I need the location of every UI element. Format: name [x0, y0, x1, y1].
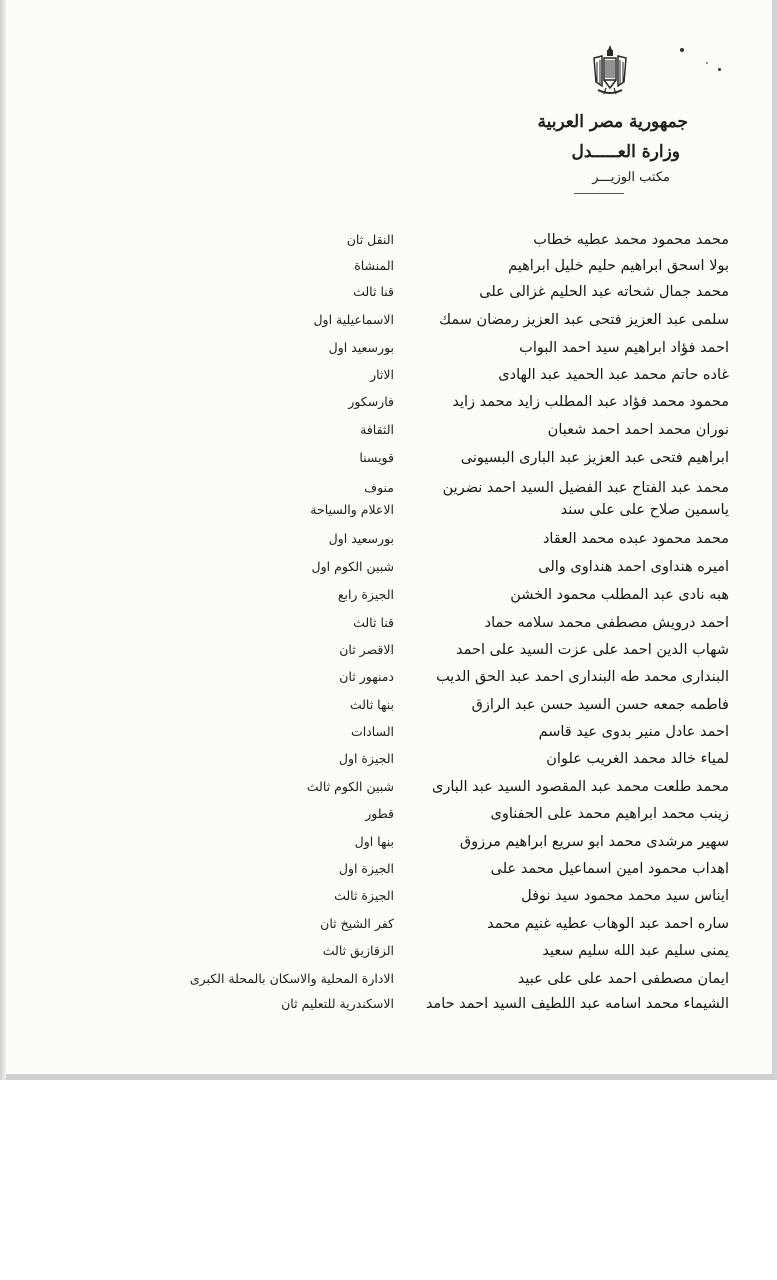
- person-name: الشيماء محمد اسامه عبد اللطيف السيد احمد حامد: [425, 996, 729, 1012]
- list-item: [0, 971, 777, 995]
- list-item: [0, 697, 777, 721]
- letterhead-office: مكتب الوزيـــر: [592, 170, 670, 185]
- person-name: محمود محمد فؤاد عبد المطلب زايد محمد زايد: [452, 394, 729, 410]
- list-item: [0, 834, 777, 858]
- office-location: دمنهور ثان: [339, 669, 394, 684]
- scan-speck: [706, 62, 708, 64]
- person-name: محمد محمود عبده محمد العقاد: [542, 531, 729, 547]
- person-name: ابراهيم فتحى عبد العزيز عبد البارى البسيونى: [460, 450, 729, 466]
- person-name: احمد عادل منير بدوى عيد قاسم: [538, 724, 729, 740]
- list-item: [0, 422, 777, 446]
- office-location: الزقازيق ثالث: [322, 943, 394, 958]
- list-item: [0, 669, 777, 693]
- office-location: شبين الكوم ثالث: [306, 779, 394, 794]
- list-item: [0, 502, 777, 526]
- list-item: [0, 615, 777, 639]
- office-location: الادارة المحلية والاسكان بالمحلة الكبرى: [189, 971, 394, 986]
- person-name: سهير مرشدى محمد ابو سريع ابراهيم مرزوق: [459, 834, 729, 850]
- list-item: [0, 587, 777, 611]
- person-name: ياسمين صلاح على على سند: [560, 502, 729, 518]
- office-location: قويسنا: [359, 450, 394, 465]
- office-location: المنشاة: [354, 258, 394, 273]
- person-name: لمياء خالد محمد الغريب علوان: [546, 751, 729, 767]
- person-name: البندارى محمد طه البندارى احمد عبد الحق الديب: [436, 669, 729, 685]
- list-item: [0, 480, 777, 504]
- office-location: الجيزة اول: [338, 751, 394, 766]
- list-item: [0, 450, 777, 474]
- letterhead-rule: [574, 193, 624, 194]
- office-location: النقل ثان: [346, 232, 394, 247]
- person-name: سلمى عبد العزيز فتحى عبد العزيز رمضان سمك: [439, 312, 729, 328]
- office-location: قنا ثالث: [353, 284, 394, 299]
- list-item: [0, 806, 777, 830]
- scan-speck: [680, 48, 684, 52]
- person-name: بولا اسحق ابراهيم حليم خليل ابراهيم: [508, 258, 729, 274]
- office-location: الجيزة اول: [338, 861, 394, 876]
- office-location: الاسكندرية للتعليم ثان: [281, 996, 394, 1011]
- person-name: محمد محمود محمد عطيه خطاب: [533, 232, 729, 248]
- office-location: فارسكور: [348, 394, 394, 409]
- office-location: السادات: [350, 724, 394, 739]
- office-location: منوف: [364, 480, 394, 495]
- person-name: ايمان مصطفى احمد على على عبيد: [517, 971, 729, 987]
- person-name: ايناس سيد محمد محمود سيد نوفل: [521, 888, 729, 904]
- office-location: شبين الكوم اول: [311, 559, 394, 574]
- list-item: [0, 724, 777, 748]
- list-item: [0, 642, 777, 666]
- person-name: يمنى سليم عبد الله سليم سعيد: [542, 943, 729, 959]
- list-item: [0, 888, 777, 912]
- office-location: الجيزة رابع: [337, 587, 394, 602]
- list-item: [0, 394, 777, 418]
- office-location: قطور: [365, 806, 394, 821]
- list-item: [0, 367, 777, 391]
- office-location: قنا ثالث: [353, 615, 394, 630]
- office-location: الاعلام والسياحة: [310, 502, 394, 517]
- person-name: محمد جمال شحاته عبد الحليم غزالى على: [479, 284, 729, 300]
- list-item: [0, 312, 777, 336]
- person-name: احمد درويش مصطفى محمد سلامه حماد: [484, 615, 729, 631]
- office-location: كفر الشيخ ثان: [320, 916, 394, 931]
- scan-speck: [718, 68, 721, 71]
- list-item: [0, 916, 777, 940]
- person-name: محمد طلعت محمد عبد المقصود السيد عبد البارى: [431, 779, 729, 795]
- list-item: [0, 943, 777, 967]
- letterhead-ministry: وزارة العـــــدل: [571, 142, 680, 162]
- person-name: شهاب الدين احمد على عزت السيد على احمد: [455, 642, 729, 658]
- office-location: الاثار: [370, 367, 394, 382]
- list-item: [0, 531, 777, 555]
- person-name: ساره احمد عبد الوهاب عطيه غنيم محمد: [487, 916, 729, 932]
- person-name: زينب محمد ابراهيم محمد على الحفناوى: [490, 806, 729, 822]
- person-name: احمد فؤاد ابراهيم سيد احمد البواب: [519, 340, 729, 356]
- list-item: [0, 340, 777, 364]
- person-name: اميره هنداوى احمد هنداوى والى: [538, 559, 729, 575]
- person-name: هبه نادى عبد المطلب محمود الخشن: [510, 587, 729, 603]
- person-name: محمد عبد الفتاح عبد الفضيل السيد احمد نضرين: [442, 480, 729, 496]
- person-name: اهداب محمود امين اسماعيل محمد على: [490, 861, 729, 877]
- office-location: الاقصر ثان: [339, 642, 394, 657]
- person-name: فاطمه جمعه حسن السيد حسن عبد الرازق: [471, 697, 729, 713]
- list-item: [0, 779, 777, 803]
- list-item: [0, 996, 777, 1020]
- office-location: الجيزة ثالث: [334, 888, 394, 903]
- letterhead-country: جمهورية مصر العربية: [537, 112, 688, 132]
- office-location: الاسماعيلية اول: [313, 312, 394, 327]
- list-item: [0, 751, 777, 775]
- office-location: بنها ثالث: [349, 697, 394, 712]
- letterhead: [500, 40, 750, 200]
- office-location: بنها اول: [354, 834, 394, 849]
- person-name: نوران محمد احمد احمد شعبان: [547, 422, 729, 438]
- list-item: [0, 258, 777, 282]
- office-location: الثقافة: [360, 422, 394, 437]
- list-item: [0, 861, 777, 885]
- list-item: [0, 284, 777, 308]
- list-item: [0, 559, 777, 583]
- office-location: بورسعيد اول: [328, 340, 394, 355]
- list-item: [0, 232, 777, 256]
- person-name: غاده حاتم محمد عبد الحميد عبد الهادى: [498, 367, 729, 383]
- egypt-eagle-emblem-icon: [590, 42, 630, 102]
- office-location: بورسعيد اول: [328, 531, 394, 546]
